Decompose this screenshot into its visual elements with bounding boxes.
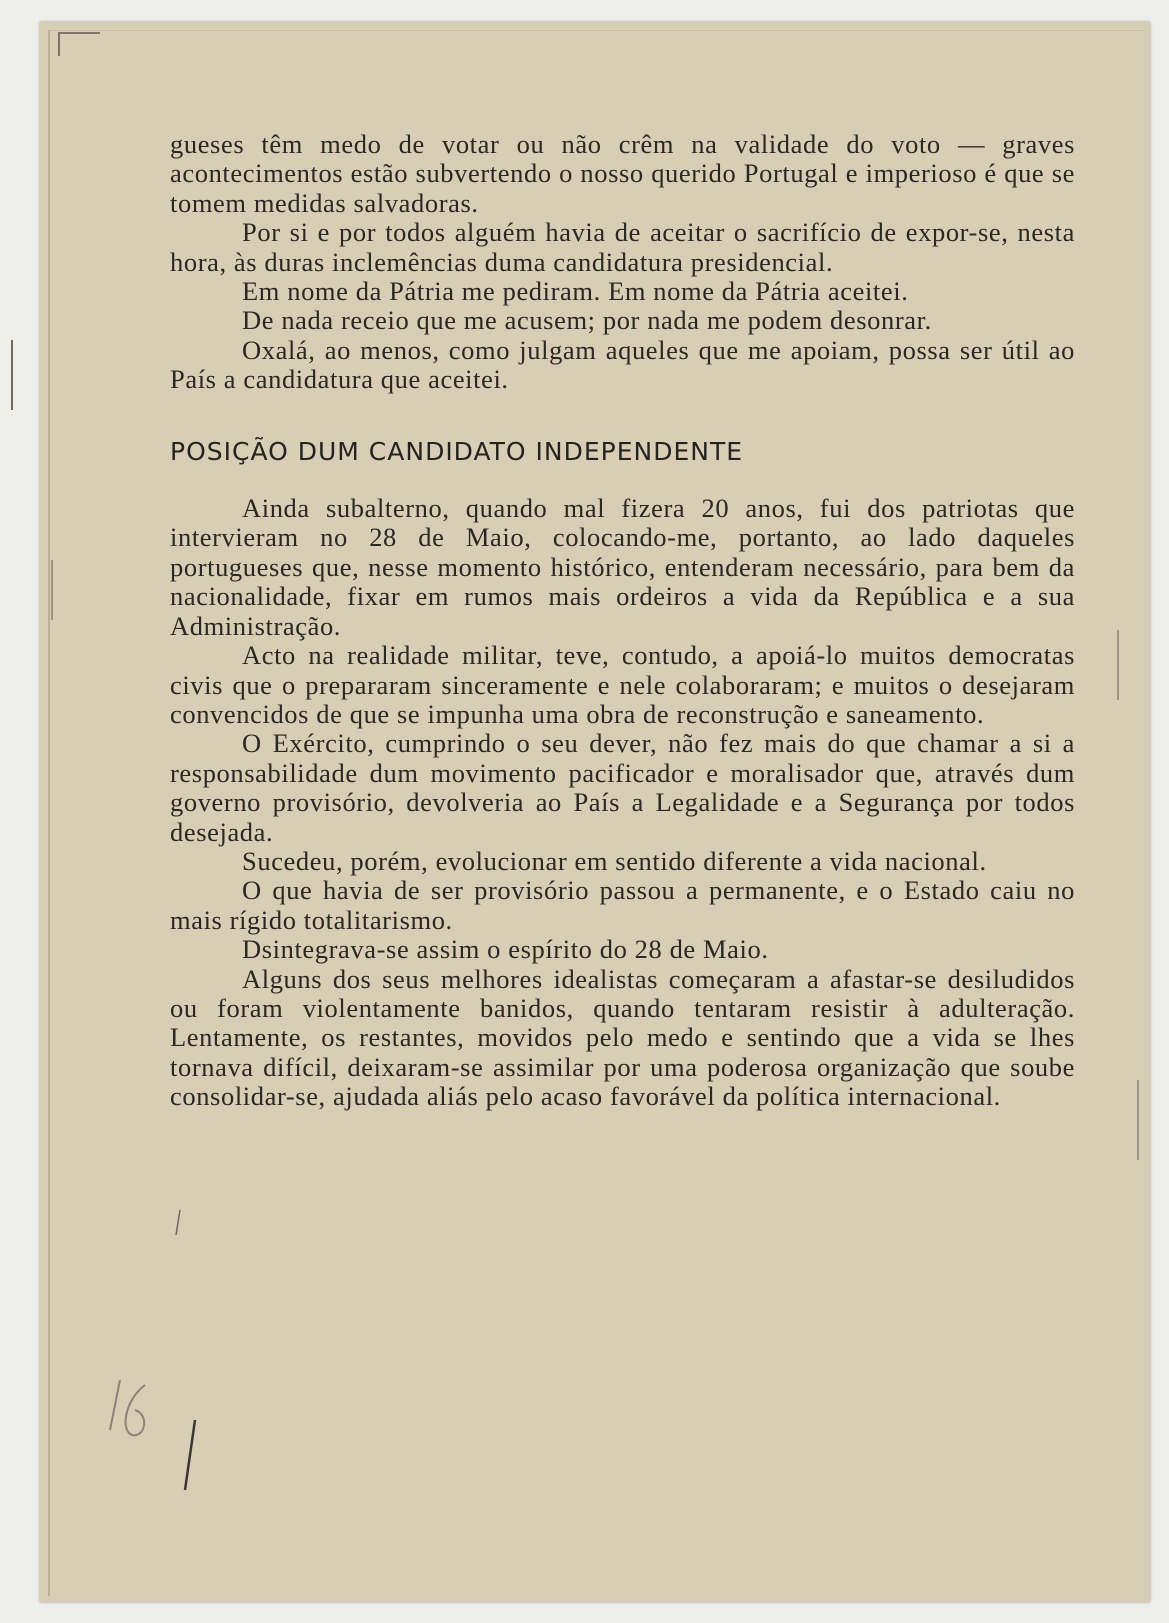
section-paragraph-4: Sucedeu, porém, evolucionar em sentido diferente a vida nacional. xyxy=(242,845,987,876)
paragraph-5: Oxalá, ao menos, como julgam aqueles que me apoiam, possa ser útil ao País a candidatura que aceitei. xyxy=(170,334,1075,395)
paragraph-4: De nada receio que me acusem; por nada me podem desonrar. xyxy=(242,305,932,336)
pencil-annotation xyxy=(100,1360,200,1490)
section-paragraph-1: Ainda subalterno, quando mal fizera 20 anos, fui dos patriotas que intervieram no 28 de Maio, colocando-me, portanto, ao lado daqueles portugueses que, nesse momento histórico, entenderam necessário, para bem da nacionalidade, fixar em rumos mais ordeiros a vida da República e a sua Administração. xyxy=(170,493,1075,641)
section-paragraph-5: O que havia de ser provisório passou a permanente, e o Estado caiu no mais rígido totalitarismo. xyxy=(170,875,1075,935)
paragraph-3: Em nome da Pátria me pediram. Em nome da Pátria aceitei. xyxy=(242,276,909,307)
section-paragraph-3: O Exército, cumprindo o seu dever, não fez mais do que chamar a si a responsabilidade dum movimento pacificador e moralisador que, através dum governo provisório, devolveria ao País a Legalidade e a Segurança por todos desejada. xyxy=(170,728,1075,847)
pencil-annotation-drawing xyxy=(100,1360,200,1490)
section-paragraph-7: Alguns dos seus melhores idealistas começaram a afastar-se desiludidos ou foram violentamente banidos, quando tentaram resistir à adulteração. Lentamente, os restantes, movidos pelo medo e sentindo que a vida se lhes tornava difícil, deixaram-se assimilar por uma poderosa organização que soube consolidar-se, ajudada aliás pelo acaso favorável da política internacional. xyxy=(170,963,1075,1112)
corner-mark xyxy=(58,32,100,56)
section-paragraph-6: Dsintegrava-se assim o espírito do 28 de Maio. xyxy=(242,934,769,965)
paragraph-1: gueses têm medo de votar ou não crêm na validade do voto — graves acontecimentos estão subvertendo o nosso querido Portugal e imperioso é que se tomem medidas salvadoras. xyxy=(170,129,1075,218)
section-paragraph-2: Acto na realidade militar, teve, contudo, a apoiá-lo muitos democratas civis que o prepararam sinceramente e nele colaboraram; e muitos o desejaram convencidos de que se impunha uma obra de reconstrução e saneamento. xyxy=(170,640,1075,729)
page-body xyxy=(170,130,1075,1112)
section-heading: POSIÇÃO DUM CANDIDATO INDEPENDENTE xyxy=(170,436,744,466)
paragraph-2: Por si e por todos alguém havia de aceitar o sacrifício de expor-se, nesta hora, às duras inclemências duma candidatura presidencial. xyxy=(170,217,1075,277)
